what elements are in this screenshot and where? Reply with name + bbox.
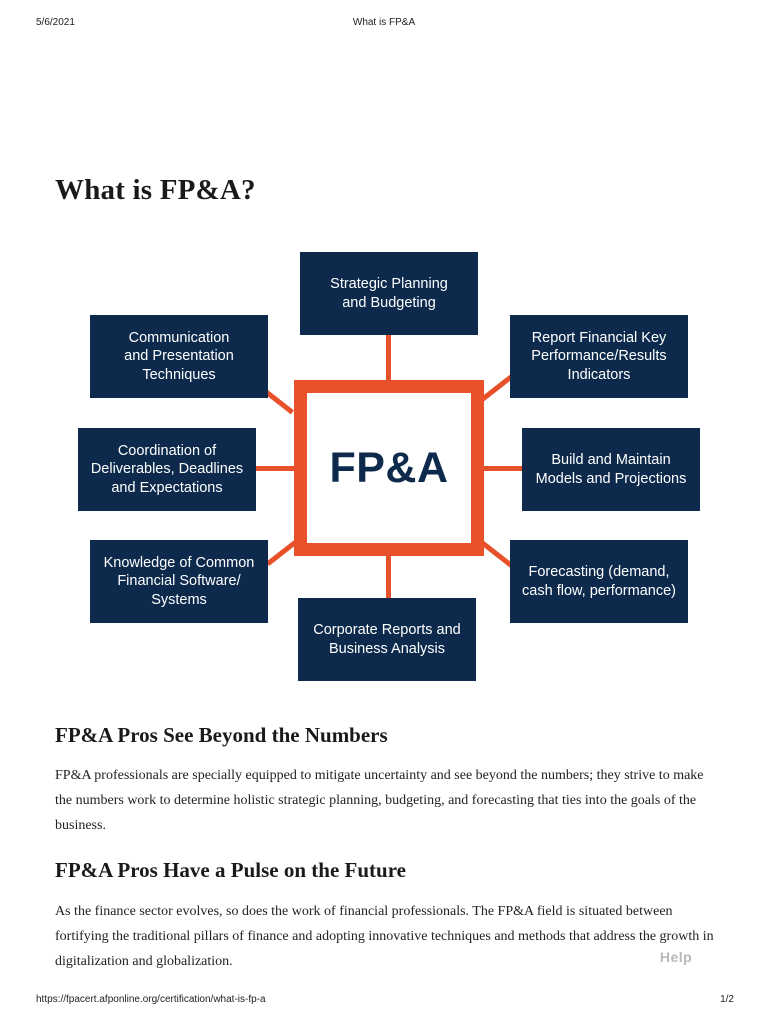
connector-top bbox=[386, 334, 391, 382]
section-paragraph: FP&A professionals are specially equipped to mitigate uncertainty and see beyond the numbers; they strive to make the numbers work to determine holistic strategic planning, budgeting, and forecasting that ties into the goals of the business. bbox=[55, 768, 704, 833]
print-date: 5/6/2021 bbox=[36, 17, 75, 28]
node-forecasting: Forecasting (demand, cash flow, performance) bbox=[510, 540, 688, 623]
print-footer bbox=[0, 994, 768, 1008]
print-url: https://fpacert.afponline.org/certification/what-is-fp-a bbox=[36, 994, 266, 1005]
connector-bottom bbox=[386, 554, 391, 600]
node-corporate-reports: Corporate Reports and Business Analysis bbox=[298, 598, 476, 681]
connector-left bbox=[256, 466, 296, 471]
connector-right bbox=[482, 466, 524, 471]
connector-lower-left bbox=[266, 540, 297, 566]
section-heading: FP&A Pros See Beyond the Numbers bbox=[55, 723, 388, 747]
node-build-models: Build and Maintain Models and Projections bbox=[522, 428, 700, 511]
node-communication: Communication and Presentation Techniques bbox=[90, 315, 268, 398]
fpa-hub bbox=[294, 380, 484, 556]
connector-upper-right bbox=[480, 375, 513, 402]
hub-label: FP&A bbox=[329, 443, 449, 492]
node-strategic-planning: Strategic Planning and Budgeting bbox=[300, 252, 478, 335]
help-button[interactable]: Help bbox=[650, 944, 702, 970]
node-knowledge: Knowledge of Common Financial Software/ Systems bbox=[90, 540, 268, 623]
node-coordination: Coordination of Deliverables, Deadlines and Expectations bbox=[78, 428, 256, 511]
print-doc-title: What is FP&A bbox=[352, 17, 416, 28]
page-title: What is FP&A? bbox=[55, 174, 256, 206]
connector-lower-right bbox=[481, 541, 514, 568]
page-number: 1/2 bbox=[720, 994, 734, 1005]
node-report-kpi: Report Financial Key Performance/Results Indicators bbox=[510, 315, 688, 398]
section-paragraph: As the finance sector evolves, so does the work of financial professionals. The FP&A field is situated between fortifying the traditional pillars of finance and adopting innovative techniques and methods that address the growth in digitalization and globalization. bbox=[55, 904, 714, 969]
section-heading: FP&A Pros Have a Pulse on the Future bbox=[55, 858, 406, 882]
